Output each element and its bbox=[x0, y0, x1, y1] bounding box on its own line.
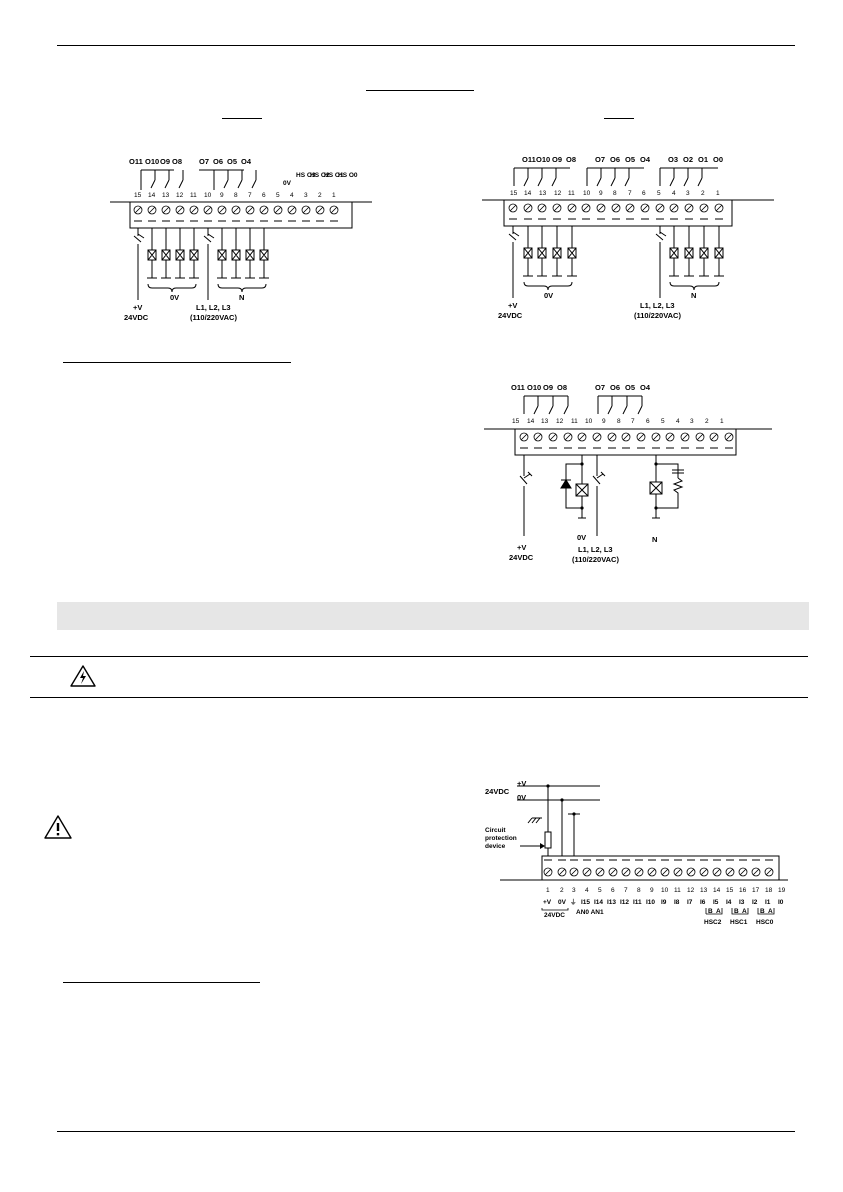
supply-volt-label: 24VDC bbox=[509, 553, 534, 562]
rail-0v-label: 0V bbox=[517, 793, 527, 802]
terminal-number: 19 bbox=[778, 887, 786, 894]
terminal-names bbox=[543, 898, 784, 906]
terminal-number: 1 bbox=[546, 887, 550, 894]
protection-label-line: device bbox=[485, 843, 506, 850]
terminal-number: 16 bbox=[739, 887, 747, 894]
common-0v-label: 0V bbox=[577, 533, 587, 542]
common-0v-label: 0V bbox=[544, 291, 554, 300]
power-heading-underline bbox=[63, 982, 260, 983]
terminal-number: 12 bbox=[176, 192, 184, 199]
output-label: O2 bbox=[683, 155, 694, 164]
output-label: O11 bbox=[511, 383, 525, 392]
terminal-number: 14 bbox=[713, 887, 721, 894]
output-label: O6 bbox=[213, 157, 224, 166]
output-label: O3 bbox=[668, 155, 679, 164]
contact-protection-diagram bbox=[484, 378, 779, 573]
terminal-number: 6 bbox=[262, 192, 266, 199]
output-label: O4 bbox=[640, 383, 651, 392]
terminal-number: 6 bbox=[642, 190, 646, 197]
left-subtitle-underline bbox=[222, 118, 262, 119]
supply-volt-label: 24VDC bbox=[124, 313, 149, 322]
output-label: O4 bbox=[640, 155, 651, 164]
terminal-number: 2 bbox=[701, 190, 705, 197]
warning-box bbox=[30, 656, 808, 698]
hs-label: HS O3 bbox=[296, 172, 316, 179]
output-label: O7 bbox=[595, 383, 606, 392]
terminal-number: 11 bbox=[190, 192, 197, 199]
terminal-number: 5 bbox=[657, 190, 661, 197]
terminal-numbers bbox=[134, 192, 336, 199]
terminal-block bbox=[504, 200, 732, 226]
supply-volt-label: 24VDC bbox=[485, 787, 510, 796]
terminal-number: 14 bbox=[524, 190, 532, 197]
terminal-number: 10 bbox=[585, 418, 593, 425]
ba-label: B bbox=[734, 908, 739, 915]
terminal-number: 4 bbox=[672, 190, 676, 197]
wiring-diagram-left bbox=[110, 150, 380, 335]
terminal-number: 2 bbox=[318, 192, 322, 199]
output-label: O5 bbox=[227, 157, 238, 166]
supply-pos-label: +V bbox=[508, 301, 518, 310]
output-label: O9 bbox=[160, 157, 171, 166]
terminal-number: 5 bbox=[661, 418, 665, 425]
output-label: O11 bbox=[522, 155, 536, 164]
ac-volt-label: (110/220VAC) bbox=[572, 555, 619, 564]
output-label: O6 bbox=[610, 383, 621, 392]
terminal-numbers bbox=[546, 887, 786, 894]
terminal-name: I12 bbox=[620, 899, 630, 906]
terminal-name: I10 bbox=[646, 899, 656, 906]
output-label: O8 bbox=[557, 383, 568, 392]
terminal-name: I13 bbox=[607, 899, 617, 906]
terminal-name: I8 bbox=[674, 899, 680, 906]
terminal-name: I1 bbox=[765, 899, 771, 906]
terminal-number: 8 bbox=[617, 418, 621, 425]
output-label: O5 bbox=[625, 155, 636, 164]
terminal-number: 7 bbox=[631, 418, 635, 425]
contact-heading-underline bbox=[63, 362, 291, 363]
output-label: O10 bbox=[536, 155, 551, 164]
terminal-number: 18 bbox=[765, 887, 773, 894]
terminal-number: 2 bbox=[705, 418, 709, 425]
terminal-number: 10 bbox=[583, 190, 591, 197]
ac-volt-label: (110/220VAC) bbox=[190, 313, 237, 322]
output-label: O10 bbox=[527, 383, 542, 392]
ba-label: A bbox=[768, 908, 773, 915]
common-n-label: N bbox=[652, 535, 658, 544]
terminal-numbers bbox=[512, 418, 724, 425]
terminal-number: 8 bbox=[234, 192, 238, 199]
output-label: O10 bbox=[145, 157, 160, 166]
output-labels bbox=[511, 383, 651, 392]
terminal-number: 4 bbox=[585, 887, 589, 894]
ground-icon: ⏚ bbox=[570, 899, 577, 906]
header-rule bbox=[57, 45, 795, 46]
ac-volt-label: (110/220VAC) bbox=[634, 311, 681, 320]
terminal-name: I7 bbox=[687, 899, 693, 906]
high-voltage-warning-icon bbox=[70, 665, 96, 692]
output-label: O9 bbox=[552, 155, 563, 164]
output-label: O9 bbox=[543, 383, 554, 392]
terminal-number: 13 bbox=[162, 192, 170, 199]
coil-symbols bbox=[576, 482, 662, 502]
terminal-numbers bbox=[510, 190, 720, 197]
hsc-labels bbox=[704, 919, 774, 926]
terminal-number: 8 bbox=[637, 887, 641, 894]
terminal-number: 15 bbox=[510, 190, 518, 197]
terminal-number: 11 bbox=[571, 418, 578, 425]
fuse-symbol bbox=[545, 832, 551, 848]
section-heading-band bbox=[57, 602, 809, 630]
output-label: O8 bbox=[566, 155, 577, 164]
hs-label: HS O2 bbox=[310, 172, 330, 179]
terminal-number: 15 bbox=[134, 192, 142, 199]
terminal-number: 4 bbox=[676, 418, 680, 425]
power-supply-diagram-svg bbox=[470, 774, 790, 964]
ba-label: A bbox=[716, 908, 721, 915]
terminal-name: I6 bbox=[700, 899, 706, 906]
protection-label-line: Circuit bbox=[485, 827, 506, 834]
supply-pos-label: +V bbox=[517, 543, 527, 552]
output-label: O4 bbox=[241, 157, 252, 166]
terminal-number: 1 bbox=[716, 190, 720, 197]
ba-label: B bbox=[760, 908, 765, 915]
supply-pos-label: +V bbox=[133, 303, 143, 312]
output-label: O1 bbox=[698, 155, 709, 164]
output-labels bbox=[522, 155, 723, 164]
output-label: O6 bbox=[610, 155, 621, 164]
coil-symbols bbox=[524, 248, 723, 266]
terminal-number: 6 bbox=[646, 418, 650, 425]
supply-sub-label: 24VDC bbox=[544, 912, 565, 919]
hs-label: HS O0 bbox=[338, 172, 358, 179]
hsc-label: HSC1 bbox=[730, 919, 748, 926]
terminal-number: 12 bbox=[687, 887, 695, 894]
output-labels bbox=[129, 157, 252, 166]
output-label: O5 bbox=[625, 383, 636, 392]
terminal-name: I4 bbox=[726, 899, 732, 906]
wiring-diagram-right bbox=[482, 150, 782, 335]
terminal-name: I15 bbox=[581, 899, 591, 906]
terminal-name: I0 bbox=[778, 899, 784, 906]
terminal-number: 5 bbox=[598, 887, 602, 894]
analog-labels: AN0 AN1 bbox=[576, 909, 604, 916]
terminal-number: 9 bbox=[650, 887, 654, 894]
terminal-number: 4 bbox=[290, 192, 294, 199]
terminal-number: 3 bbox=[304, 192, 308, 199]
terminal-number: 2 bbox=[560, 887, 564, 894]
terminal-number: 15 bbox=[512, 418, 520, 425]
ac-lines-label: L1, L2, L3 bbox=[640, 301, 675, 310]
terminal-name: 0V bbox=[558, 899, 566, 906]
output-label: O8 bbox=[172, 157, 183, 166]
terminal-number: 3 bbox=[686, 190, 690, 197]
footer-rule bbox=[57, 1131, 795, 1132]
terminal-name: I2 bbox=[752, 899, 758, 906]
terminal-name: I11 bbox=[633, 899, 642, 906]
wiring-diagram-left-svg bbox=[110, 150, 380, 335]
hsc-label: HSC2 bbox=[704, 919, 722, 926]
terminal-number: 13 bbox=[700, 887, 708, 894]
terminal-name: I3 bbox=[739, 899, 745, 906]
ba-label: A bbox=[742, 908, 747, 915]
common-n-label: N bbox=[691, 291, 697, 300]
hs-labels bbox=[283, 172, 358, 187]
terminal-number: 15 bbox=[726, 887, 734, 894]
contact-protection-diagram-svg bbox=[484, 378, 779, 573]
hs-label: HS O1 bbox=[324, 172, 344, 179]
zero-v-label: 0V bbox=[283, 180, 291, 187]
terminal-number: 12 bbox=[554, 190, 562, 197]
wiring-diagram-right-svg bbox=[482, 150, 782, 335]
rail-pos-label: +V bbox=[517, 779, 527, 788]
terminal-name: +V bbox=[543, 899, 552, 906]
hsc-label: HSC0 bbox=[756, 919, 774, 926]
terminal-number: 9 bbox=[602, 418, 606, 425]
terminal-number: 14 bbox=[527, 418, 535, 425]
terminal-number: 1 bbox=[720, 418, 724, 425]
terminal-number: 14 bbox=[148, 192, 156, 199]
terminal-number: 12 bbox=[556, 418, 564, 425]
terminal-number: 10 bbox=[204, 192, 212, 199]
terminal-number: 7 bbox=[628, 190, 632, 197]
power-supply-diagram bbox=[470, 774, 790, 964]
terminal-number: 13 bbox=[539, 190, 547, 197]
terminal-number: 3 bbox=[572, 887, 576, 894]
terminal-number: 8 bbox=[613, 190, 617, 197]
terminal-name: I14 bbox=[594, 899, 604, 906]
output-label: O0 bbox=[713, 155, 724, 164]
terminal-number: 7 bbox=[624, 887, 628, 894]
terminal-number: 9 bbox=[599, 190, 603, 197]
output-label: O11 bbox=[129, 157, 143, 166]
ac-lines-label: L1, L2, L3 bbox=[578, 545, 613, 554]
terminal-number: 3 bbox=[690, 418, 694, 425]
caution-icon bbox=[44, 815, 72, 844]
terminal-number: 11 bbox=[568, 190, 575, 197]
terminal-number: 1 bbox=[332, 192, 336, 199]
terminal-number: 9 bbox=[220, 192, 224, 199]
supply-volt-label: 24VDC bbox=[498, 311, 523, 320]
ac-lines-label: L1, L2, L3 bbox=[196, 303, 231, 312]
terminal-number: 17 bbox=[752, 887, 760, 894]
ba-label: B bbox=[708, 908, 713, 915]
terminal-number: 13 bbox=[541, 418, 549, 425]
output-label: O7 bbox=[595, 155, 606, 164]
common-n-label: N bbox=[239, 293, 245, 302]
terminal-number: 6 bbox=[611, 887, 615, 894]
terminal-number: 10 bbox=[661, 887, 669, 894]
right-subtitle-underline bbox=[604, 118, 634, 119]
protection-label-line: protection bbox=[485, 835, 517, 842]
terminal-number: 5 bbox=[276, 192, 280, 199]
section-title-underline bbox=[366, 90, 474, 91]
output-label: O7 bbox=[199, 157, 210, 166]
terminal-name: I5 bbox=[713, 899, 719, 906]
terminal-number: 7 bbox=[248, 192, 252, 199]
terminal-number: 11 bbox=[674, 887, 681, 894]
diode-symbol bbox=[561, 474, 571, 498]
common-0v-label: 0V bbox=[170, 293, 180, 302]
terminal-name: I9 bbox=[661, 899, 667, 906]
